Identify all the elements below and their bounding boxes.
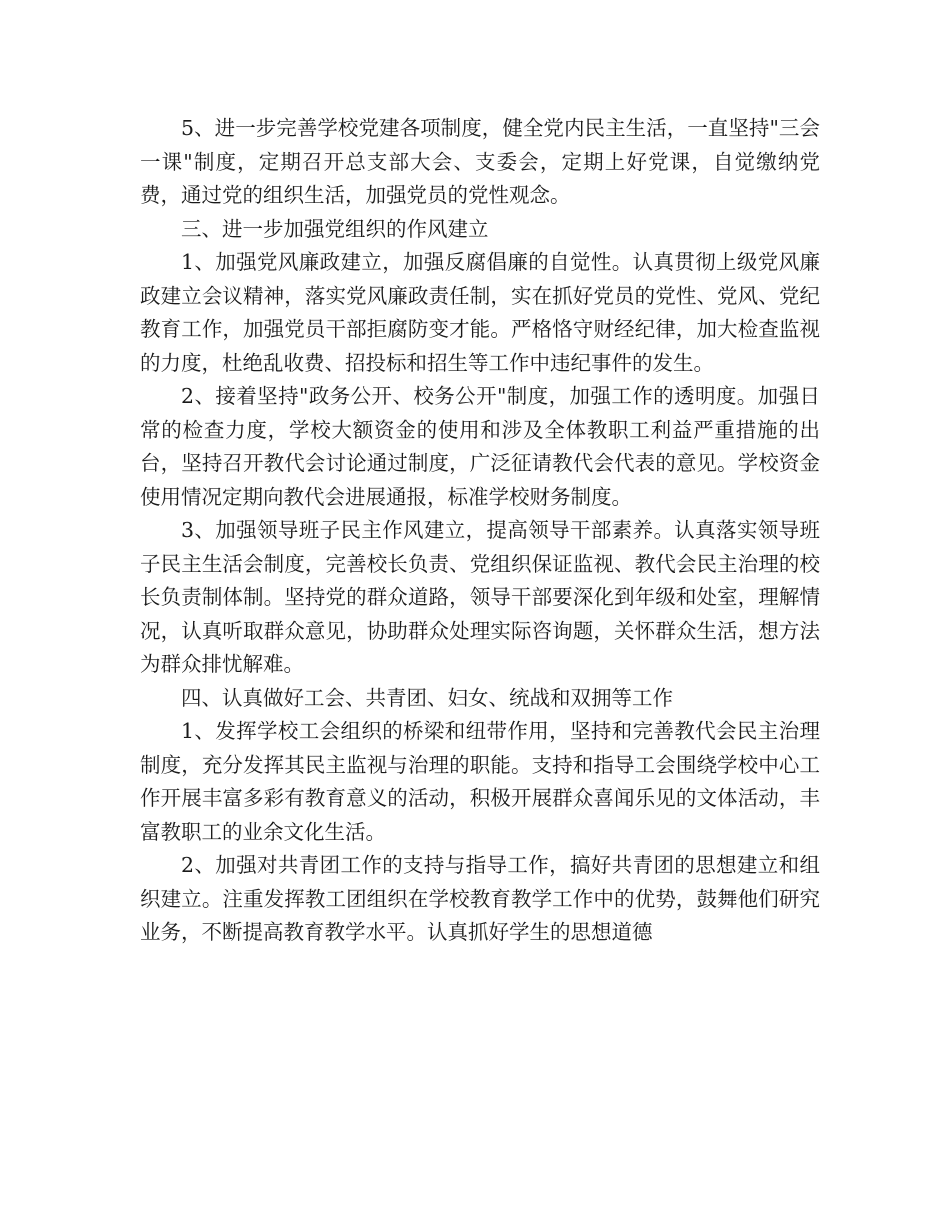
section-heading-work-style: 三、进一步加强党组织的作风建立 <box>181 216 489 241</box>
document-page <box>140 112 820 950</box>
paragraph-anti-corruption: 1、加强党风廉政建立，加强反腐倡廉的自觉性。认真贯彻上级党风廉政建立会议精神，落实党风廉政责任制，实在抓好党员的党性、党风、党纪教育工作，加强党员干部拒腐防变才能。严格恪守财经纪律，加大检查监视的力度，杜绝乱收费、招投标和招生等工作中违纪事件的发生。 <box>140 250 820 375</box>
paragraph-leadership-style: 3、加强领导班子民主作风建立，提高领导干部素养。认真落实领导班子民主生活会制度，完善校长负责、党组织保证监视、教代会民主治理的校长负责制体制。坚持党的群众道路，领导干部要深化到年级和处室，理解情况，认真听取群众意见，协助群众处理实际咨询题，关怀群众生活，想方法为群众排忧解难。 <box>140 518 820 676</box>
paragraph-trade-union: 1、发挥学校工会组织的桥梁和纽带作用，坚持和完善教代会民主治理制度，充分发挥其民主监视与治理的职能。支持和指导工会围绕学校中心工作开展丰富多彩有教育意义的活动，积极开展群众喜闻乐见的文体活动，丰富教职工的业余文化生活。 <box>140 719 820 844</box>
paragraph-youth-league: 2、加强对共青团工作的支持与指导工作，搞好共青团的思想建立和组织建立。注重发挥教工团组织在学校教育教学工作中的优势，鼓舞他们研究业务，不断提高教育教学水平。认真抓好学生的思想道德 <box>140 853 820 944</box>
section-heading-union-work: 四、认真做好工会、共青团、妇女、统战和双拥等工作 <box>181 685 673 710</box>
paragraph-party-building-system: 5、进一步完善学校党建各项制度，健全党内民主生活，一直坚持"三会一课"制度，定期召开总支部大会、支委会，定期上好党课，自觉缴纳党费，通过党的组织生活，加强党员的党性观念。 <box>140 116 820 207</box>
paragraph-open-affairs: 2、接着坚持"政务公开、校务公开"制度，加强工作的透明度。加强日常的检查力度，学校大额资金的使用和涉及全体教职工利益严重措施的出台，坚持召开教代会讨论通过制度，广泛征请教代会代表的意见。学校资金使用情况定期向教代会进展通报，标准学校财务制度。 <box>140 384 820 509</box>
